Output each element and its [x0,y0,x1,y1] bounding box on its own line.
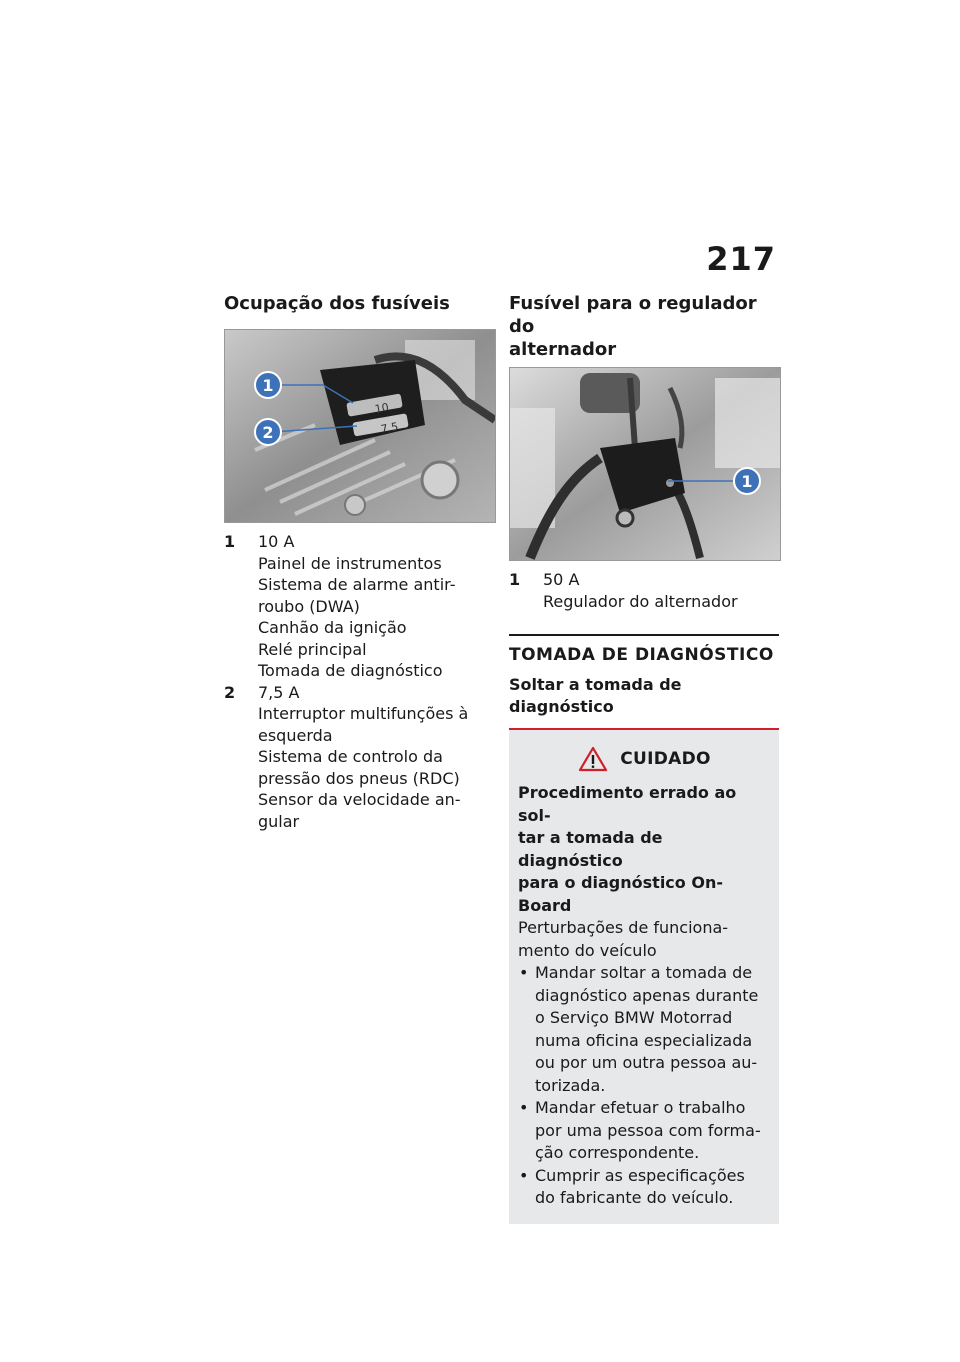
legend-line: pressão dos pneus (RDC) [258,768,460,788]
section-title: TOMADA DE DIAGNÓSTICO [509,634,779,666]
alternator-legend [509,569,779,612]
svg-text:1: 1 [262,376,274,395]
legend-line: esquerda [258,725,333,745]
legend-line: Canhão da ignição [258,618,407,637]
fuse-label-1: 10 [373,400,390,416]
caution-box [509,728,779,1224]
legend-line: Painel de instrumentos [258,553,442,573]
legend-line: 50 A [543,570,580,589]
callout-1-icon [734,468,760,494]
svg-text:2: 2 [262,423,274,442]
legend-line: Sistema de controlo da [258,747,443,766]
legend-number: 1 [224,532,236,551]
fuse-box-photo [225,330,495,522]
left-column [224,292,494,832]
legend-line: Relé principal [258,639,367,659]
caution-consequence: Perturbações de funciona- mento do veículo [518,918,729,960]
warning-triangle-icon [578,746,608,772]
legend-line: Sensor da velocidade an- [258,790,461,809]
fuse-box-figure [224,329,496,523]
alternator-fuse-figure [509,367,781,561]
subheading: Soltar a tomada de diagnóstico [509,675,682,716]
callout-2-icon [255,419,281,445]
alternator-fuse-heading: Fusível para o regulador do alternador [509,293,757,360]
svg-text:1: 1 [741,472,753,491]
legend-line: Regulador do alternador [543,591,738,611]
fuse-assignment-heading: Ocupação dos fusíveis [224,293,450,314]
legend-line: Interruptor multifunções à [258,704,469,723]
caution-header [518,746,771,772]
list-item: • Cumprir as especificações do fabricante do veículo. [518,1165,771,1210]
legend-item-1 [509,569,779,612]
legend-line: Sistema de alarme antir- [258,575,456,594]
right-column [509,292,779,1224]
list-item: • Mandar soltar a tomada de diagnóstico apenas durante o Serviço BMW Motorrad numa oficina especializada ou por um outra pessoa au- torizada. [518,962,771,1097]
legend-line: roubo (DWA) [258,596,360,616]
caution-title: CUIDADO [620,749,711,769]
legend-item-2 [224,682,494,833]
caution-lead: Procedimento errado ao sol- tar a tomada de diagnóstico para o diagnóstico On-Board [518,783,737,915]
fuse-label-2: 7,5 [379,420,400,436]
alternator-fuse-photo [510,368,780,560]
fuse-legend [224,531,494,832]
legend-line: 10 A [258,532,295,551]
legend-number: 2 [224,682,236,702]
legend-line: 7,5 A [258,682,300,702]
legend-item-1 [224,531,494,682]
legend-line: Tomada de diagnóstico [258,661,443,680]
callout-1-icon [255,372,281,398]
legend-line: gular [258,811,300,831]
legend-number: 1 [509,570,521,589]
list-item: • Mandar efetuar o trabalho por uma pessoa com forma- ção correspondente. [518,1097,771,1165]
caution-bullets [518,962,771,1210]
page-number: 217 [706,240,776,278]
